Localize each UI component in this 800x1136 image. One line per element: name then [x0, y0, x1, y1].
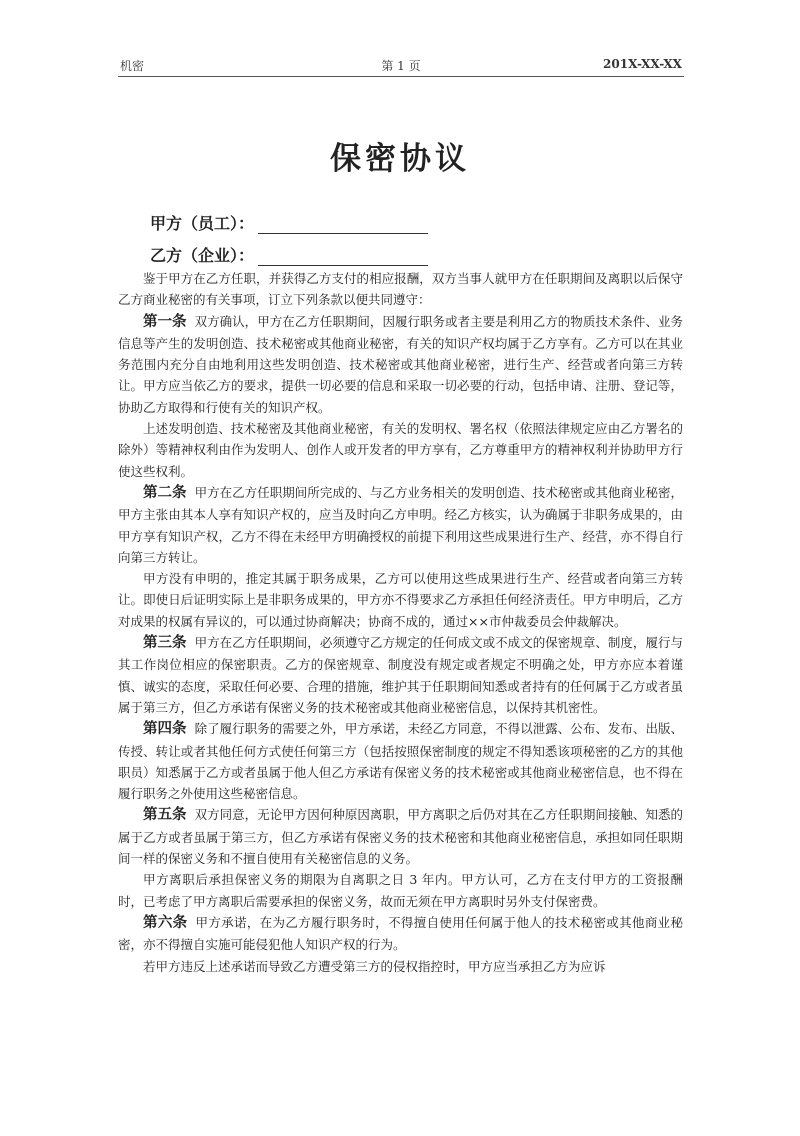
- party-b-blank-line: [258, 249, 428, 266]
- article-3: [118, 632, 683, 718]
- article-3-text: 甲方在乙方任职期间，必须遵守乙方规定的任何成文或不成文的保密规章、制度，履行与其工作岗位相应的保密职责。乙方的保密规章、制度没有规定或者规定不明确之处，甲方亦应本着谨慎、诚实的态度，采取任何必要、合理的措施，维护其于任职期间知悉或者持有的任何属于乙方或者虽属于第三方，但乙方承诺有保密义务的技术秘密或其他商业秘密信息，以保持其机密性。: [118, 635, 683, 715]
- article-3-heading: 第三条: [143, 635, 187, 652]
- article-5-text: 双方同意，无论甲方因何种原因离职，甲方离职之后仍对其在乙方任职期间接触、知悉的属于乙方或者虽属于第三方，但乙方承诺有保密义务的技术秘密和其他商业秘密信息，承担如同任职期间一样的保密义务和不擅自使用有关秘密信息的义务。: [118, 807, 683, 867]
- article-4-heading: 第四条: [143, 721, 187, 738]
- party-a-blank-line: [258, 217, 428, 234]
- article-2-paragraph-2: 甲方没有申明的，推定其属于职务成果，乙方可以使用这些成果进行生产、经营或者向第三方转让。即使日后证明实际上是非职务成果的，甲方亦不得要求乙方承担任何经济责任。甲方申明后，乙方对成果的权属有异议的，可以通过协商解决；协商不成的，通过××市仲裁委员会仲裁解决。: [118, 571, 683, 629]
- party-b-label: 乙方（企业）：: [150, 246, 255, 265]
- article-6: [118, 912, 683, 956]
- article-5: [118, 804, 683, 869]
- header-date: 201X-XX-XX: [603, 57, 682, 71]
- party-b-field: [150, 243, 428, 266]
- article-4-text: 除了履行职务的需要之外，甲方承诺，未经乙方同意，不得以泄露、公布、发布、出版、传授、转让或者其他任何方式使任何第三方（包括按照保密制度的规定不得知悉该项秘密的乙方的其他职员）知悉属于乙方或者虽属于他人但乙方承诺有保密义务的技术秘密或其他商业秘密信息，也不得在履行职务之外使用这些秘密信息。: [118, 721, 683, 802]
- article-4: [118, 718, 683, 804]
- document-title: 保密协议: [330, 141, 470, 177]
- article-1-text: 双方确认，甲方在乙方任职期间，因履行职务或者主要是利用乙方的物质技术条件、业务信息等产生的发明创造、技术秘密或其他商业秘密，有关的知识产权均属于乙方享有。乙方可以在其业务范围内充分自由地利用这些发明创造、技术秘密或其他商业秘密，进行生产、经营或者向第三方转让。甲方应当依乙方的要求，提供一切必要的信息和采取一切必要的行动，包括申请、注册、登记等，协助乙方取得和行使有关的知识产权。: [118, 313, 683, 415]
- party-a-label: 甲方（员工）：: [150, 214, 255, 233]
- article-6-heading: 第六条: [143, 914, 188, 931]
- page-header: [118, 54, 684, 77]
- article-6-text: 甲方承诺，在为乙方履行职务时，不得擅自使用任何属于他人的技术秘密或其他商业秘密，亦不得擅自实施可能侵犯他人知识产权的行为。: [118, 914, 683, 953]
- article-5-paragraph-2: 甲方离职后承担保密义务的期限为自离职之日 3 年内。甲方认可，乙方在支付甲方的工资报酬时，已考虑了甲方离职后需要承担的保密义务，故而无须在甲方离职时另外支付保密费。: [118, 872, 683, 909]
- document-body: [118, 268, 683, 977]
- article-1: [118, 311, 683, 418]
- article-1-heading: 第一条: [143, 313, 187, 330]
- party-a-field: [150, 211, 428, 234]
- article-6-paragraph-2: 若甲方违反上述承诺而导致乙方遭受第三方的侵权指控时，甲方应当承担乙方为应诉: [143, 958, 606, 974]
- article-2-text: 甲方在乙方任职期间所完成的、与乙方业务相关的发明创造、技术秘密或其他商业秘密，甲方主张由其本人享有知识产权的，应当及时向乙方申明。经乙方核实，认为确属于非职务成果的，由甲方享有知识产权，乙方不得在未经甲方明确授权的前提下利用这些成果进行生产、经营，亦不得自行向第三方转让。: [118, 484, 683, 565]
- article-5-heading: 第五条: [143, 807, 187, 824]
- article-1-paragraph-2: 上述发明创造、技术秘密及其他商业秘密，有关的发明权、署名权（依照法律规定应由乙方署名的除外）等精神权利由作为发明人、创作人或开发者的甲方享有，乙方尊重甲方的精神权利并协助甲方行使这些权利。: [118, 421, 683, 479]
- article-2-heading: 第二条: [143, 484, 187, 501]
- header-page-number: 第 1 页: [381, 59, 421, 73]
- header-classification: 机密: [120, 59, 145, 73]
- article-2: [118, 482, 683, 568]
- preamble-paragraph: 鉴于甲方在乙方任职，并获得乙方支付的相应报酬，双方当事人就甲方在任职期间及离职以后保守乙方商业秘密的有关事项，订立下列条款以便共同遵守：: [118, 271, 683, 308]
